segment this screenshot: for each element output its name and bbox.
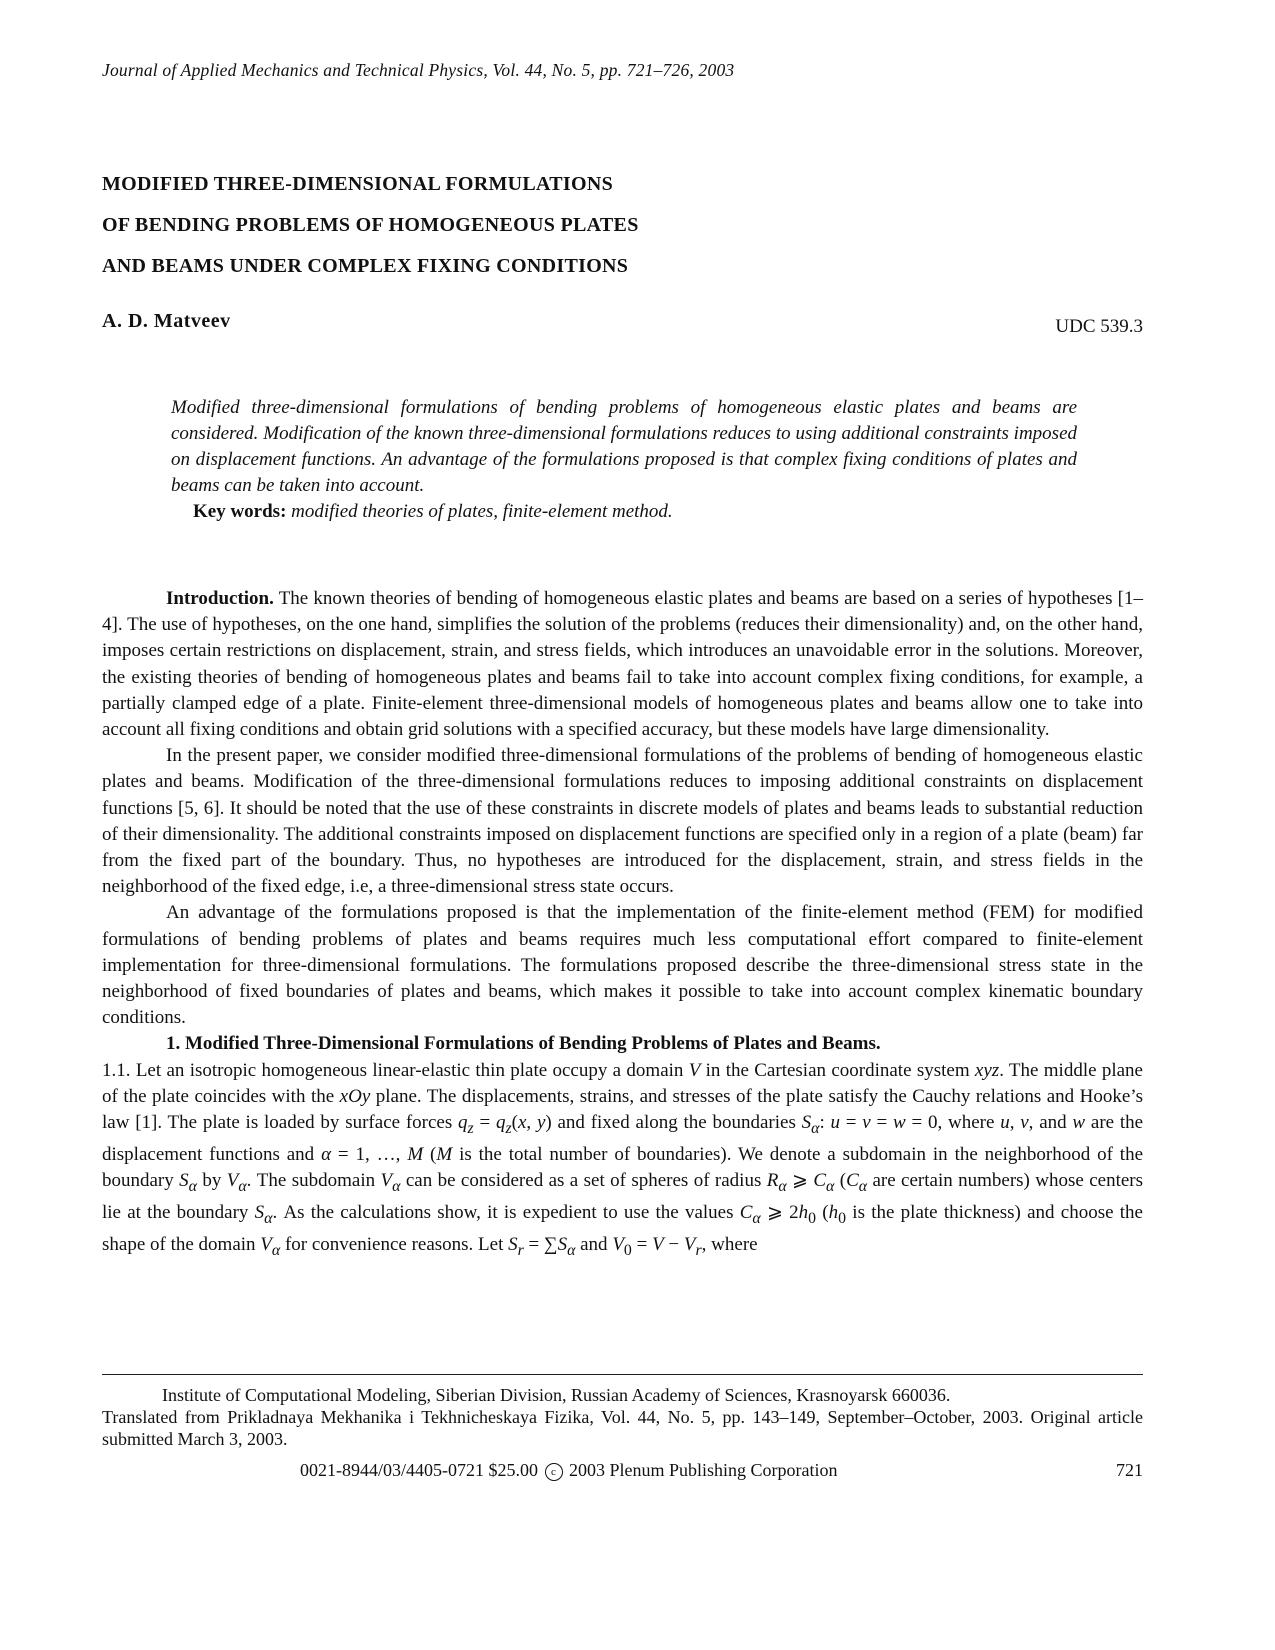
- footnote-divider: [102, 1374, 1143, 1375]
- title-line-3: AND BEAMS UNDER COMPLEX FIXING CONDITIONS: [102, 255, 629, 277]
- author-name: A. D. Matveev: [102, 310, 231, 332]
- intro-paragraph-1: Introduction. The known theories of bending of homogeneous elastic plates and beams are based on a series of hypotheses [1–4]. The use of hypotheses, on the one hand, simplifies the solution of the problems (reduces their dimensionality) and, on the other hand, imposes certain restrictions on displacement, strain, and stress fields, which introduces an unavoidable error in the solutions. Moreover, the existing theories of bending of homogeneous plates and beams fail to take into account complex fixing conditions, for example, a partially clamped edge of a plate. Finite-element three-dimensional models of homogeneous plates and beams allow one to take into account all fixing conditions and obtain grid solutions with a specified accuracy, but these models have large dimensionality.: [102, 588, 1143, 741]
- footnote-affiliation: Institute of Computational Modeling, Siberian Division, Russian Academy of Sciences, Krasnoyarsk 660036.: [162, 1385, 951, 1405]
- footnote: [102, 1384, 1143, 1450]
- abstract-text: Modified three-dimensional formulations of bending problems of homogeneous elastic plates and beams are considered. Modification of the known three-dimensional formulations reduces to using additional constraints imposed on displacement functions. An advantage of the formulations proposed is that complex fixing conditions of plates and beams can be taken into account.: [171, 397, 1077, 496]
- udc-code: UDC 539.3: [1055, 316, 1143, 337]
- keywords-line: [171, 499, 1077, 525]
- page-number: 721: [1116, 1460, 1143, 1480]
- intro-heading: Introduction.: [166, 588, 274, 609]
- body-text: [102, 586, 1143, 1264]
- section-1-paragraph: 1.1. Let an isotropic homogeneous linear-elastic thin plate occupy a domain V in the Cartesian coordinate system xyz. The middle plane of the plate coincides with the xOy plane. The displacements, strains, and stresses of the plate satisfy the Cauchy relations and Hooke’s law [1]. The plate is loaded by surface forces $q_z = q_z(x$, y) and fixed along the boundaries $S_\alpha$: u = v = w = 0, where u, v, and w are the displacement functions and α = 1, …, M (M is the total number of boundaries). We denote a subdomain in the neighborhood of the boundary $S_\alpha$ by $V_\alpha$. The subdomain $V_\alpha$ can be considered as a set of spheres of radius $R_\alpha$ ⩾ $C_\alpha$ ($C_\alpha$ are certain numbers) whose centers lie at the boundary $S_\alpha$. As the calculations show, it is expedient to use the values $C_\alpha$ ⩾ $2h_0$ ($h_0$ is the plate thickness) and choose the shape of the domain $V_\alpha$ for convenience reasons. Let $S_r = \sum S_\alpha$ and $V_0 = V - V_r$, where: [102, 1059, 1144, 1260]
- abstract: [171, 395, 1077, 525]
- keywords-label: Key words:: [193, 501, 287, 522]
- copyright-line: 0021-8944/03/4405-0721 $25.00 c 2003 Plenum Publishing Corporation: [300, 1460, 838, 1480]
- footnote-translation: Translated from Prikladnaya Mekhanika i Tekhnicheskaya Fizika, Vol. 44, No. 5, pp. 143–149, September–October, 2003. Original article submitted March 3, 2003.: [102, 1407, 1143, 1449]
- journal-header: Journal of Applied Mechanics and Technical Physics, Vol. 44, No. 5, pp. 721–726, 2003: [102, 60, 735, 80]
- section-1-heading: 1. Modified Three-Dimensional Formulations of Bending Problems of Plates and Beams.: [166, 1033, 881, 1055]
- keywords-text: modified theories of plates, finite-element method.: [291, 501, 673, 522]
- intro-paragraph-3: An advantage of the formulations proposed is that the implementation of the finite-element method (FEM) for modified formulations of bending problems of plates and beams requires much less computational effort compared to finite-element implementation for three-dimensional formulations. The formulations proposed describe the three-dimensional stress state in the neighborhood of fixed boundaries of plates and beams, which makes it possible to take into account complex kinematic boundary conditions.: [102, 902, 1143, 1029]
- paper-title: [102, 164, 639, 287]
- copyright-icon: c: [545, 1463, 563, 1481]
- intro-paragraph-2: In the present paper, we consider modified three-dimensional formulations of the problems of bending of homogeneous elastic plates and beams. Modification of the three-dimensional formulations reduces to imposing additional constraints on displacement functions [5, 6]. It should be noted that the use of these constraints in discrete models of plates and beams leads to substantial reduction of their dimensionality. The additional constraints imposed on displacement functions are specified only in a region of a plate (beam) far from the fixed part of the boundary. Thus, no hypotheses are introduced for the displacement, strain, and stress fields in the neighborhood of the fixed edge, i.e, a three-dimensional stress state occurs.: [102, 745, 1143, 898]
- title-line-1: MODIFIED THREE-DIMENSIONAL FORMULATIONS: [102, 173, 614, 195]
- title-line-2: OF BENDING PROBLEMS OF HOMOGENEOUS PLATES: [102, 214, 639, 236]
